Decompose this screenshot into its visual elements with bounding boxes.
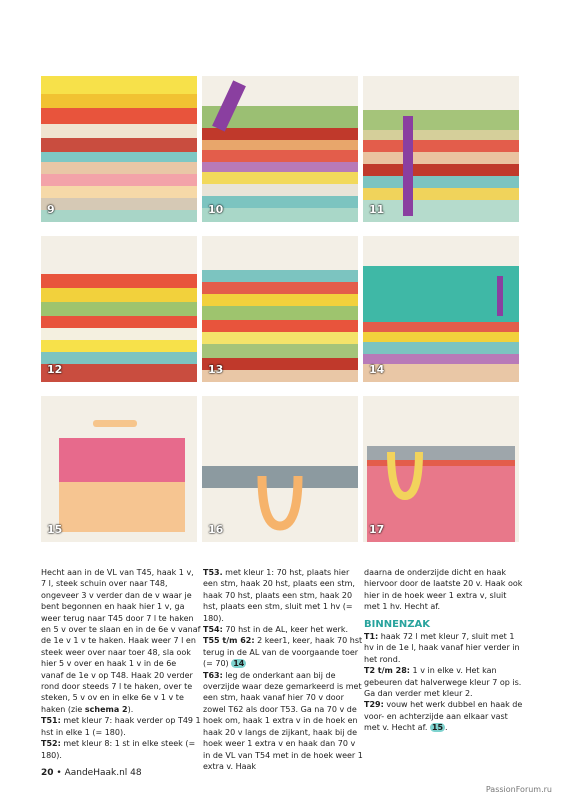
photo-number: 16 xyxy=(208,523,224,536)
schema-reference: schema 2 xyxy=(84,704,128,714)
footer-source: AandeHaak.nl 48 xyxy=(64,768,142,778)
footer-bullet: • xyxy=(56,768,62,778)
photo-10 xyxy=(202,76,358,222)
instruction-text: met kleur 8: 1 st in elke steek (= 180). xyxy=(41,739,196,760)
photo-reference-badge: 14 xyxy=(233,659,245,669)
row-instruction xyxy=(364,631,524,665)
paragraph xyxy=(41,567,201,715)
photo-number: 10 xyxy=(208,203,224,216)
photo-16 xyxy=(202,396,358,542)
paragraph: daarna de onderzijde dicht en haak hiervoor door de laatste 20 v. Haak ook hier in de hoek weer 1 extra v, sluit met 1 hv. Hecht af. xyxy=(364,568,523,612)
photo-11 xyxy=(363,76,519,222)
photo-13 xyxy=(202,236,358,382)
row-label: T1: xyxy=(364,632,379,642)
instruction-text: met kleur 1: 70 hst, plaats hier een stm, haak 20 hst, plaats een stm, haak 70 hst, plaats een stm, haak 20 hst, plaats een stm, sluit met 1 hv (= 180). xyxy=(203,568,355,623)
photo-number: 9 xyxy=(47,203,55,216)
photo-number: 12 xyxy=(47,363,63,376)
crochet-photo-9 xyxy=(41,76,197,222)
instruction-text: 2 keer1, keer, haak 70 hst terug in de AL van de voorgaande toer (= 70) xyxy=(203,636,363,669)
photo-number: 14 xyxy=(369,363,385,376)
photo-17 xyxy=(363,396,519,542)
instruction-text: Hecht aan in de VL van T45, haak 1 v, 7 l, steek schuin over naar T48, ongeveer 3 v verder dan de v waar je bent begonnen en haak hier 1 v, ga weer terug naar T45 door 7 l te haken en 5 v over te slaan en in de 6e v vanaf de 1e v 1 v te haken. Haak weer 7 l en steek weer over naar toer 48, sla ook hier 5 v over en haak 1 v in de 6e vanaf de 1e v op T48. Haak 20 verder rond door steeds 7 l te haken, over te steken, 5 v ov en in elke 6e v 1 v te haken (zie xyxy=(41,568,201,714)
row-instruction xyxy=(364,699,524,733)
photo-14 xyxy=(363,236,519,382)
photo-reference-badge: 15 xyxy=(431,723,444,733)
crochet-photo-16 xyxy=(202,396,358,542)
instruction-text: leg de onderkant aan bij de overzijde waar deze gemarkeerd is met een stm, haak vanaf hier 70 v door zowel T62 als door T53. Ga na 70 v de hoek om, haak 1 extra v in de hoek en haak 20 v langs de zijkant, haak bij de hoek weer 1 extra v en haak dan 70 v in de VL van T54 met in de hoek weer 1 extra v. Haak xyxy=(203,670,363,771)
photo-12 xyxy=(41,236,197,382)
instruction-text: ). xyxy=(127,704,134,714)
photo-number: 13 xyxy=(208,363,224,376)
photo-15 xyxy=(41,396,197,542)
text-column-1 xyxy=(41,567,201,761)
row-label: T54: xyxy=(203,625,223,635)
row-label: T55 t/m 62: xyxy=(203,636,255,646)
row-label: T52: xyxy=(41,739,61,749)
crochet-photo-11 xyxy=(363,76,519,222)
crochet-photo-17 xyxy=(363,396,519,542)
page-footer xyxy=(41,768,142,778)
instruction-text: 70 hst in de AL, keer het werk. xyxy=(222,625,348,635)
row-instruction xyxy=(41,738,201,761)
crochet-photo-15 xyxy=(41,396,197,542)
row-instruction xyxy=(203,567,363,624)
row-instruction xyxy=(203,670,363,773)
instruction-text: haak 72 l met kleur 7, sluit met 1 hv in de 1e l, haak vanaf hier verder in het rond. xyxy=(364,632,520,664)
row-label: T2 t/m 28: xyxy=(364,666,411,676)
row-label: T51: xyxy=(41,716,61,726)
row-instruction xyxy=(41,715,201,738)
row-instruction xyxy=(203,635,363,669)
instruction-text: met kleur 7: haak verder op T49 1 hst in elke 1 (= 180). xyxy=(41,716,201,737)
row-label: T63: xyxy=(203,670,223,680)
watermark: PassionForum.ru xyxy=(485,785,552,794)
photo-number: 17 xyxy=(369,523,385,536)
crochet-photo-14 xyxy=(363,236,519,382)
row-instruction xyxy=(203,624,363,635)
photo-number: 11 xyxy=(369,203,385,216)
text-column-3 xyxy=(364,567,524,734)
crochet-photo-10 xyxy=(202,76,358,222)
photo-number: 15 xyxy=(47,523,63,536)
row-label: T53. xyxy=(203,568,223,577)
photo-9 xyxy=(41,76,197,222)
page-number: 20 xyxy=(41,768,54,778)
instruction-text: . xyxy=(445,723,448,733)
instruction-text: vouw het werk dubbel en haak de voor- en achterzijde aan elkaar vast met v. Hecht af. xyxy=(364,700,523,733)
section-heading: BINNENZAK xyxy=(364,618,431,630)
row-instruction xyxy=(364,665,524,699)
crochet-photo-13 xyxy=(202,236,358,382)
instruction-text: 1 v in elke v. Het kan gebeuren dat halverwege kleur 7 op is. Ga dan verder met kleur 2. xyxy=(364,666,522,699)
crochet-photo-12 xyxy=(41,236,197,382)
text-column-2 xyxy=(203,567,363,772)
row-label: T29: xyxy=(364,700,384,710)
